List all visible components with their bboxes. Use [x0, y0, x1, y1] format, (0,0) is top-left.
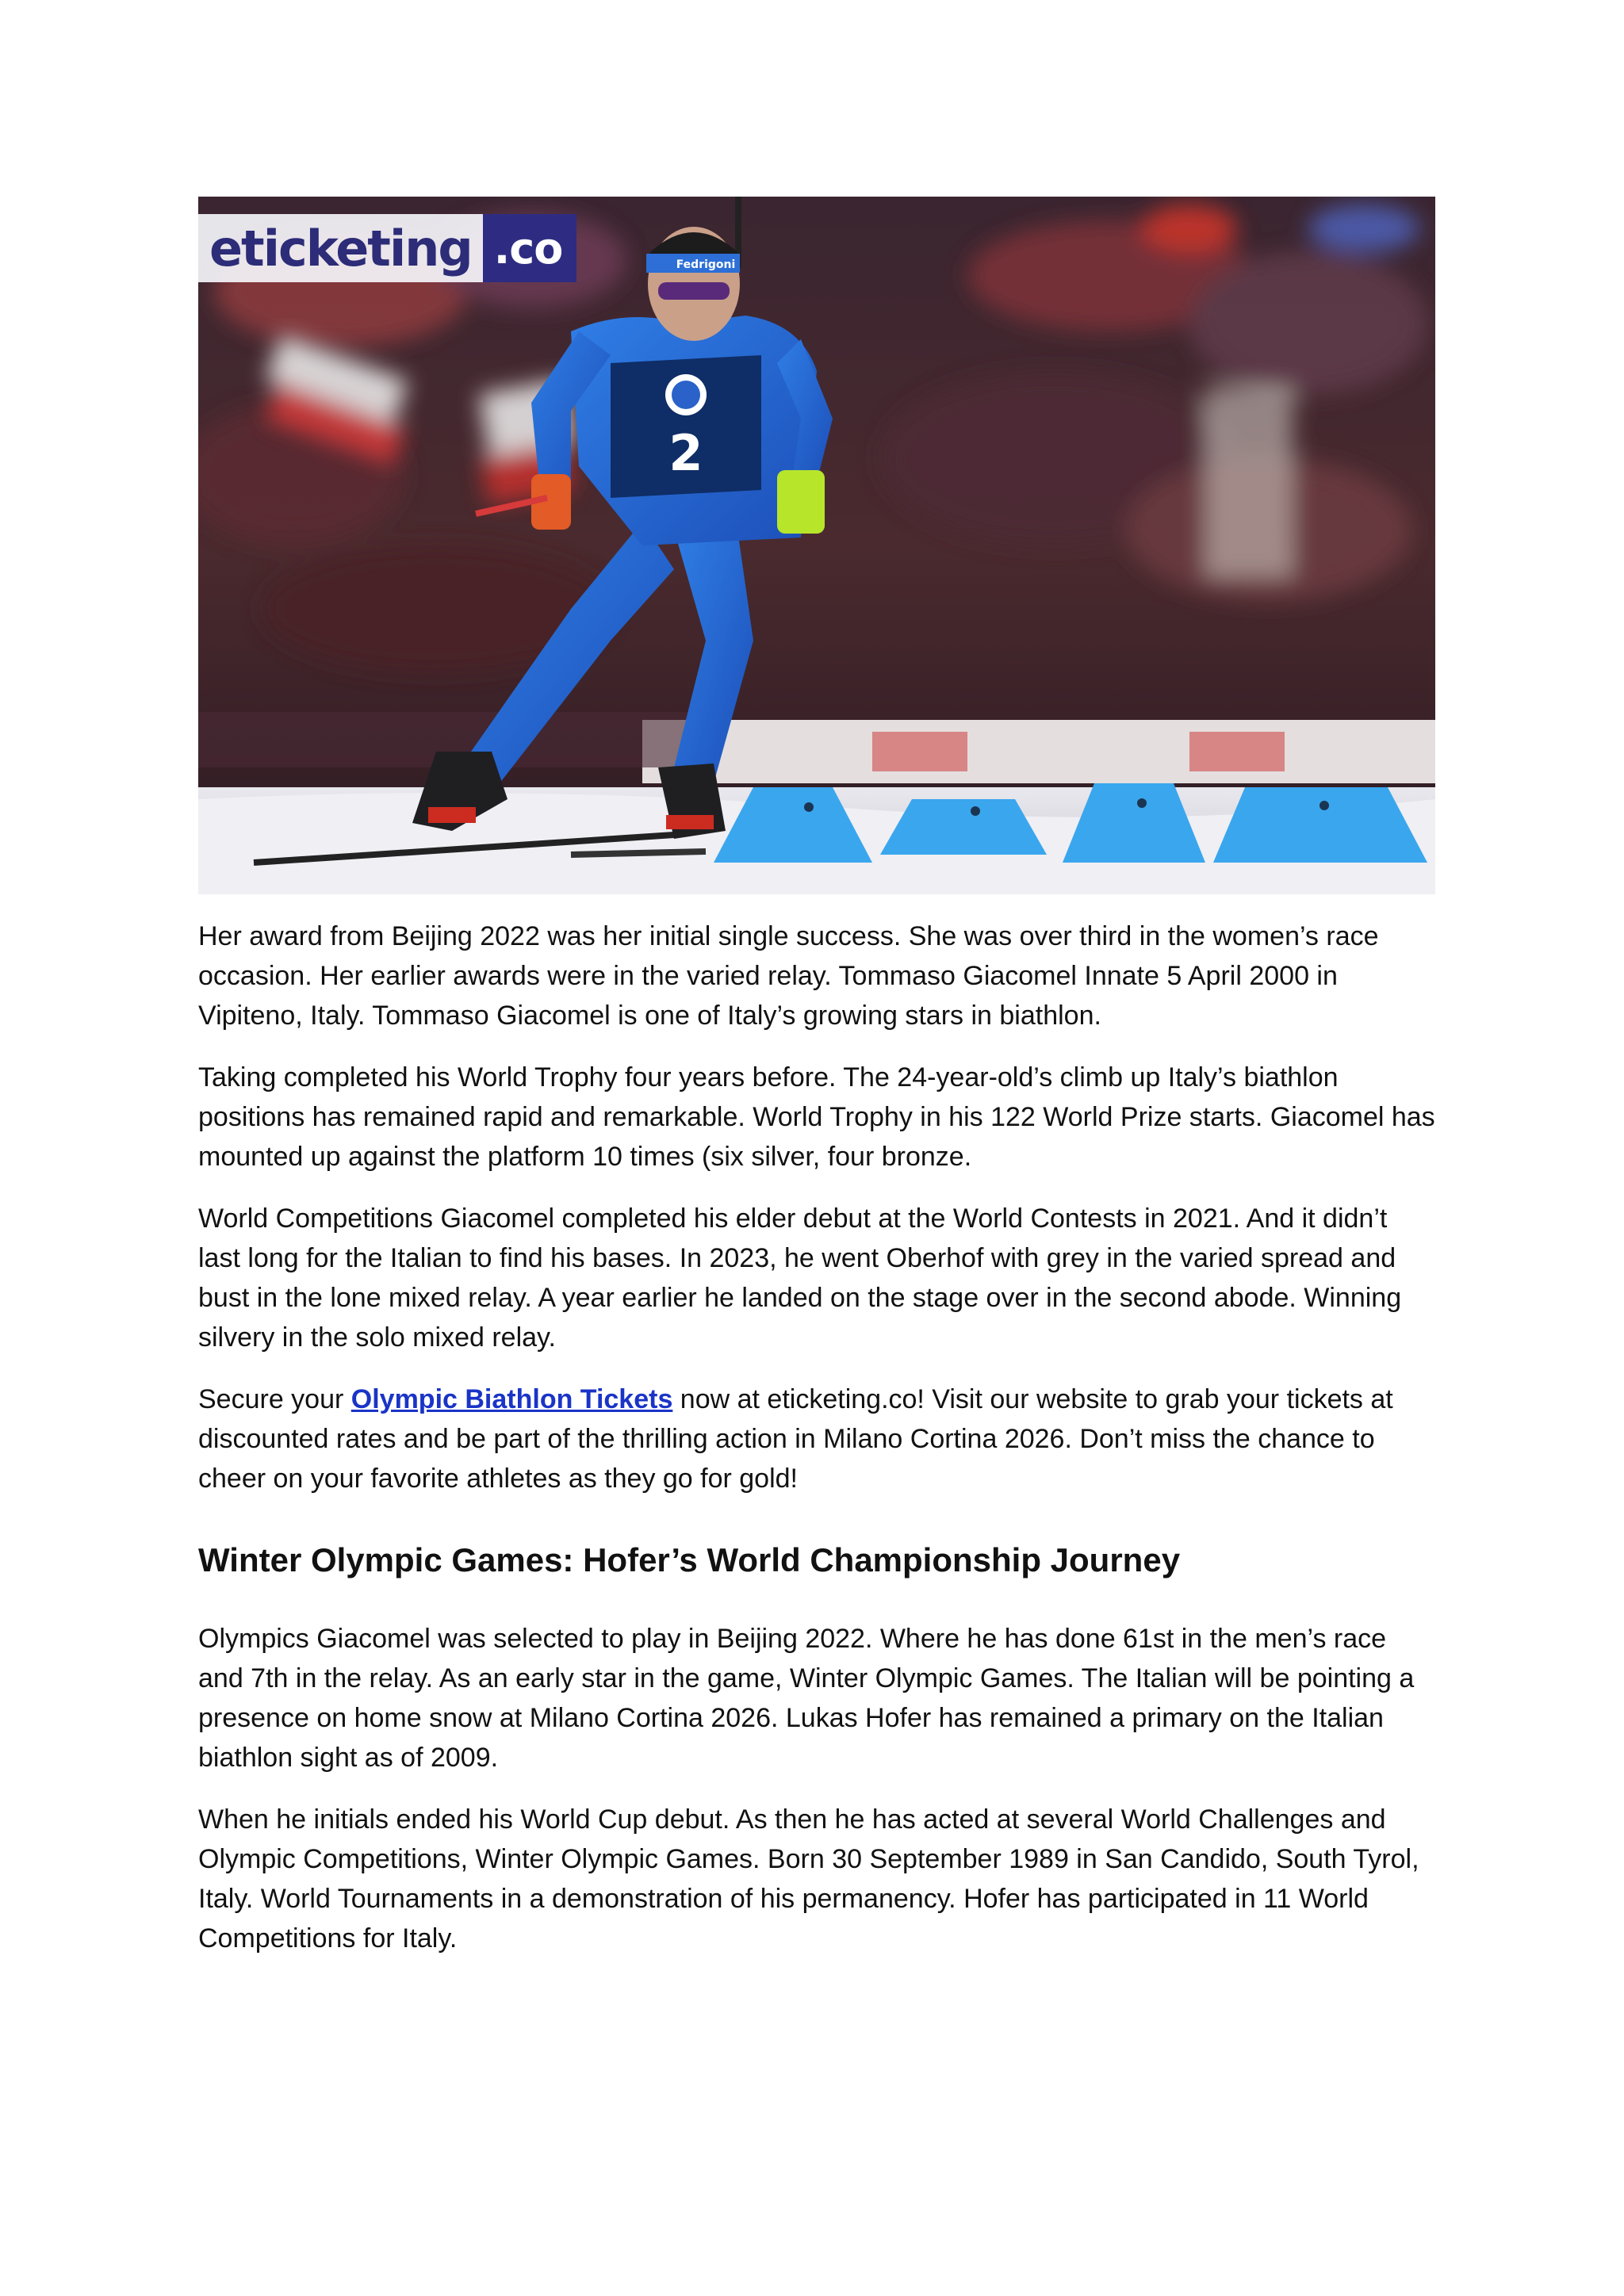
paragraph-text: Her award from Beijing 2022 was her initial single success. She was over third in the women’s race occasion. Her earlier awards were in the varied relay. Tommaso Giacomel Innate 5 April 2000 in Vipiteno, Italy. Tommaso Giacomel is one of Italy’s growing stars in biathlon. — [198, 921, 1379, 1031]
headband-text: Fedrigoni — [676, 258, 736, 271]
eticketing-logo — [198, 214, 563, 282]
olympic-biathlon-tickets-link[interactable]: Olympic Biathlon Tickets — [350, 1384, 673, 1414]
paragraph-5 — [198, 1800, 1435, 1958]
paragraph-1 — [198, 916, 1435, 1035]
heading-text: Winter Olympic Games: Hofer’s World Championship Journey — [198, 1541, 1181, 1578]
cta-after: now at eticketing.co! Visit our website to grab your tickets at discounted rates and be part of the thrilling action in Milano Cortina 2026. Don’t miss the chance to cheer on your favorite athletes as they go for gold! — [198, 1384, 1393, 1494]
cta-text — [198, 1380, 1435, 1498]
cta-before: Secure your — [198, 1384, 351, 1414]
logo-text-main: eticketing — [198, 214, 483, 282]
paragraph-text: Olympics Giacomel was selected to play in Beijing 2022. Where he has done 61st in the men’s race and 7th in the relay. As an early star in the game, Winter Olympic Games. The Italian will be pointing a presence on home snow at Milano Cortina 2026. Lukas Hofer has remained a primary on the Italian biathlon sight as of 2009. — [198, 1624, 1415, 1773]
paragraph-4 — [198, 1619, 1435, 1777]
paragraph-text: World Competitions Giacomel completed his elder debut at the World Contests in 2021. And it didn’t last long for the Italian to find his bases. In 2023, he went Oberhof with grey in the varied spread and bust in the lone mixed relay. A year earlier he landed on the stage over in the second abode. Winning silvery in the solo mixed relay. — [198, 1203, 1402, 1353]
hero-photo — [198, 197, 1435, 894]
paragraph-2 — [198, 1058, 1435, 1177]
biathlete-photo-illustration — [198, 197, 1435, 894]
cta-paragraph — [198, 1380, 1435, 1498]
logo-text-tail: .co — [483, 214, 577, 282]
bib-number: 2 — [668, 424, 703, 482]
paragraph-text: When he initials ended his World Cup debut. As then he has acted at several World Challenges and Olympic Competitions, Winter Olympic Games. Born 30 September 1989 in San Candido, South Tyrol, Italy. World Tournaments in a demonstration of his permanency. Hofer has participated in 11 World Competitions for Italy. — [198, 1804, 1419, 1954]
paragraph-3 — [198, 1199, 1435, 1357]
section-heading — [198, 1538, 1435, 1582]
paragraph-text: Taking completed his World Trophy four years before. The 24-year-old’s climb up Italy’s biathlon positions has remained rapid and remarkable. World Trophy in his 122 World Prize starts. Giacomel has mounted up against the platform 10 times (six silver, four bronze. — [198, 1062, 1435, 1172]
